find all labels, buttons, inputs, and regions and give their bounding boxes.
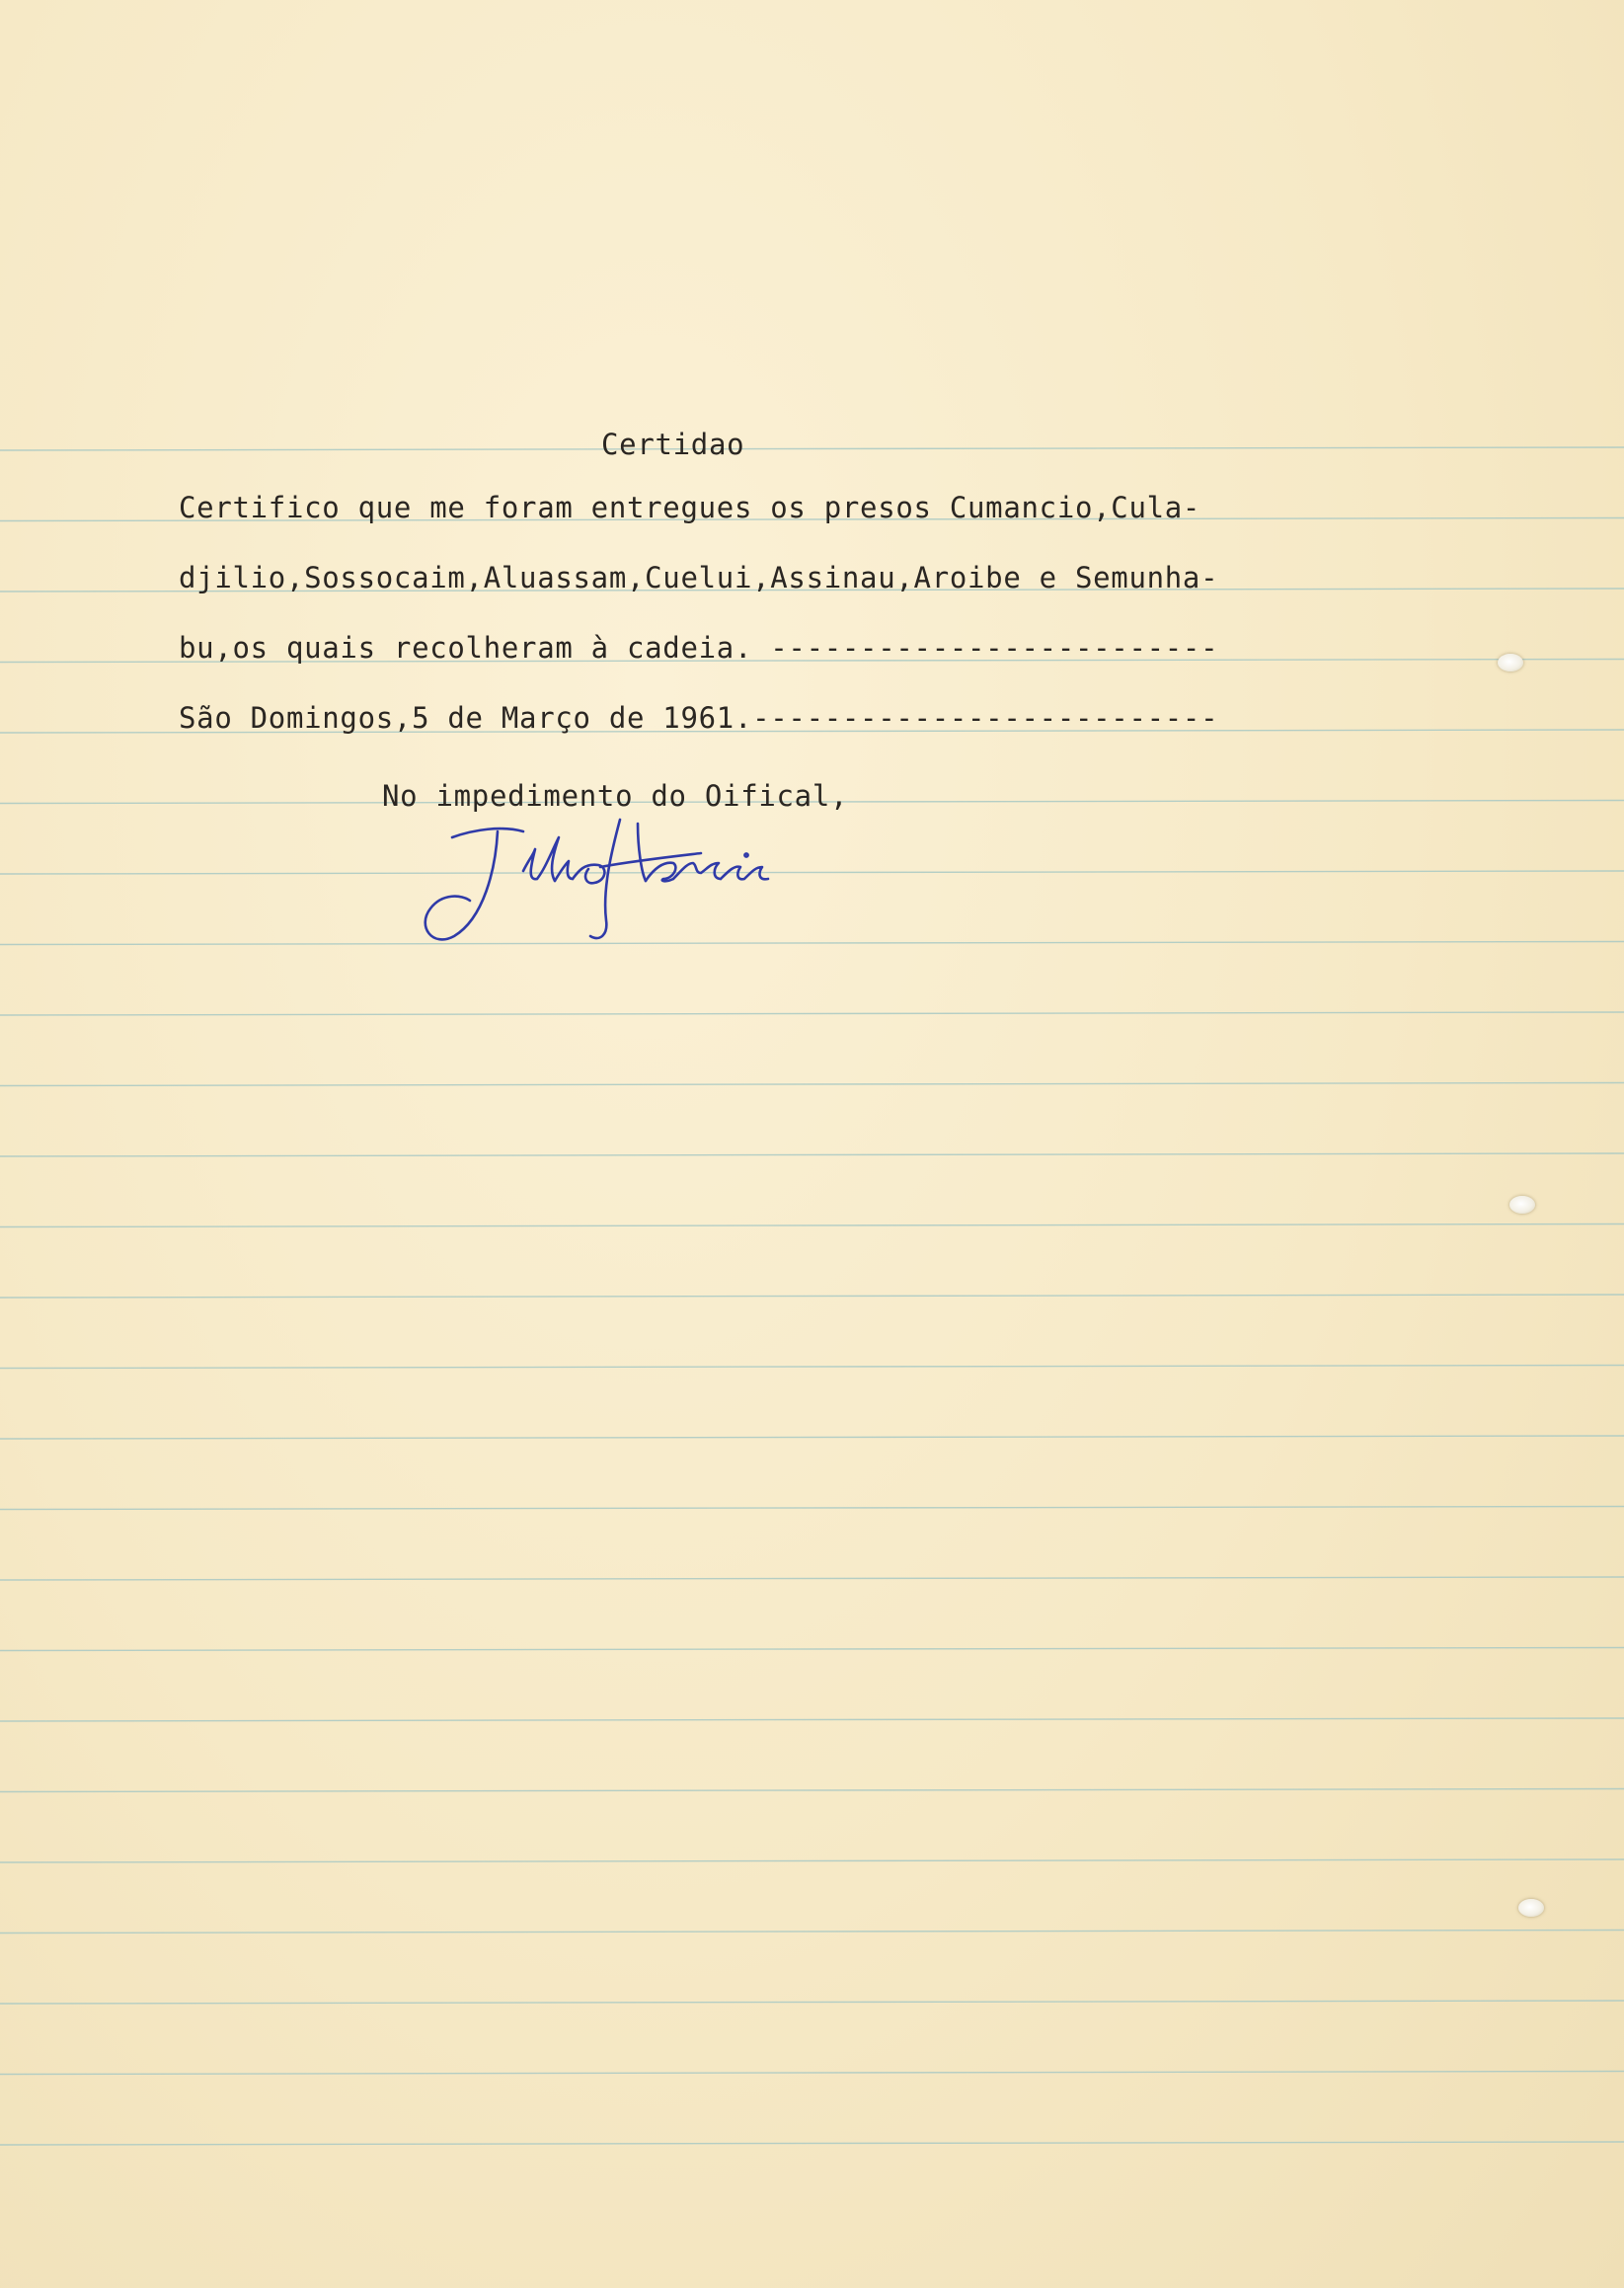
- handwritten-signature: [405, 810, 859, 958]
- ruled-line: [0, 1436, 1624, 1439]
- ruled-line: [0, 1931, 1624, 1933]
- ruled-line: [0, 447, 1624, 450]
- body-line-1: Certifico que me foram entregues os presos Cumancio,Cula-: [179, 491, 1201, 524]
- ruled-line: [0, 1153, 1624, 1156]
- closing-line: No impedimento do Oifical,: [382, 779, 849, 813]
- ruled-line: [0, 1083, 1624, 1086]
- ruled-line: [0, 1718, 1624, 1721]
- ruled-line: [0, 1648, 1624, 1651]
- body-line-3: bu,os quais recolheram à cadeia. -------------------------: [179, 631, 1219, 665]
- punch-hole-bottom: [1518, 1899, 1544, 1917]
- ruled-line: [0, 1366, 1624, 1369]
- ruled-line: [0, 1577, 1624, 1580]
- ruled-line: [0, 1224, 1624, 1227]
- ruled-line: [0, 2142, 1624, 2145]
- date-line: São Domingos,5 de Março de 1961.--------------------------: [179, 701, 1219, 735]
- punch-hole-middle: [1509, 1196, 1535, 1214]
- ruled-line: [0, 2072, 1624, 2075]
- ruled-line: [0, 1789, 1624, 1792]
- ruled-line: [0, 1507, 1624, 1510]
- document-title: Certidao: [601, 428, 745, 461]
- body-line-2: djilio,Sossocaim,Aluassam,Cuelui,Assinau,Aroibe e Semunha-: [179, 561, 1219, 594]
- ruled-line: [0, 1295, 1624, 1298]
- ruled-line: [0, 1859, 1624, 1862]
- punch-hole-top: [1498, 654, 1523, 671]
- ruled-line: [0, 1012, 1624, 1015]
- ruled-line: [0, 2001, 1624, 2004]
